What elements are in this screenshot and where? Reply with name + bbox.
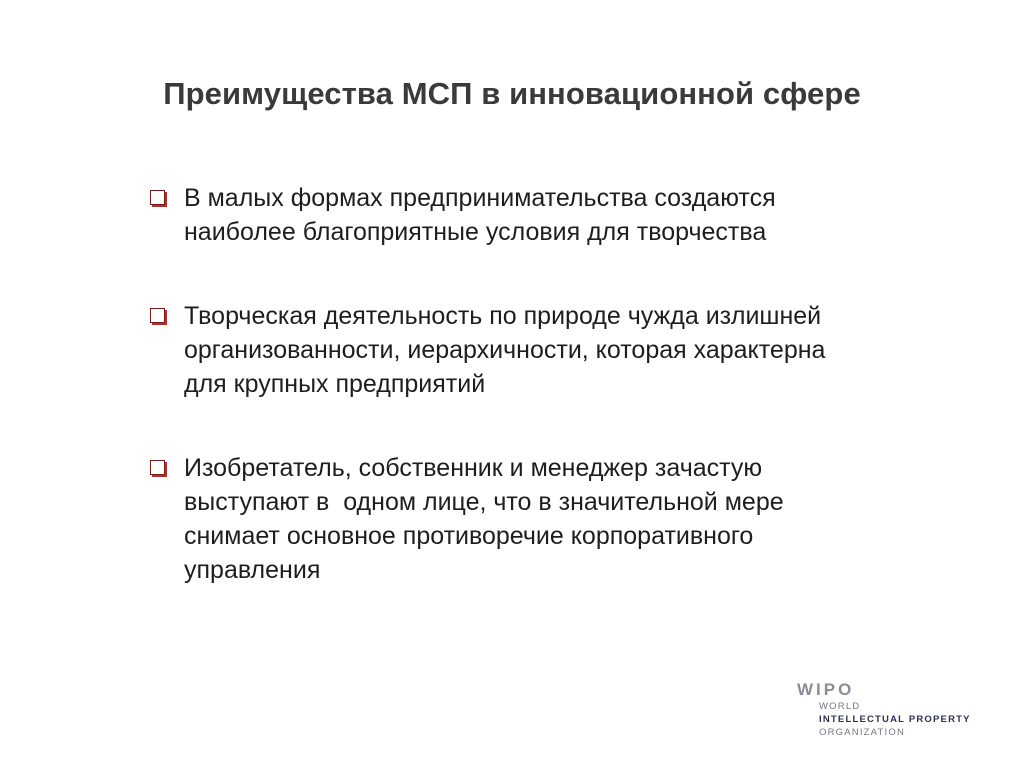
bullet-list [147,181,947,587]
bullet-line: В малых формах предпринимательства создаются [184,184,776,212]
wipo-logo [797,681,971,738]
logo-line-intellectual-property: INTELLECTUAL PROPERTY [819,714,971,725]
bullet-item [147,181,947,249]
bullet-line: Творческая деятельность по природе чужда излишней [184,302,822,330]
bullet-line: наиболее благоприятные условия для творчества [184,218,767,246]
logo-line-organization: ORGANIZATION [819,727,906,738]
checkbox-icon [150,190,165,205]
bullet-line: выступают в одном лице, что в значительной мере [184,488,784,516]
logo-line-world: WORLD [819,701,861,712]
bullet-line: управления [184,556,321,584]
bullet-line: снимает основное противоречие корпоративного [184,522,754,550]
logo-abbr: WIPO [797,680,855,699]
bullet-line: организованности, иерархичности, которая характерна [184,336,826,364]
checkbox-icon [150,460,165,475]
bullet-line: для крупных предприятий [184,370,486,398]
bullet-item [147,451,947,587]
bullet-line: Изобретатель, собственник и менеджер зачастую [184,454,763,482]
checkbox-icon [150,308,165,323]
slide-title: Преимущества МСП в инновационной сфере [163,76,861,111]
bullet-item [147,299,947,401]
